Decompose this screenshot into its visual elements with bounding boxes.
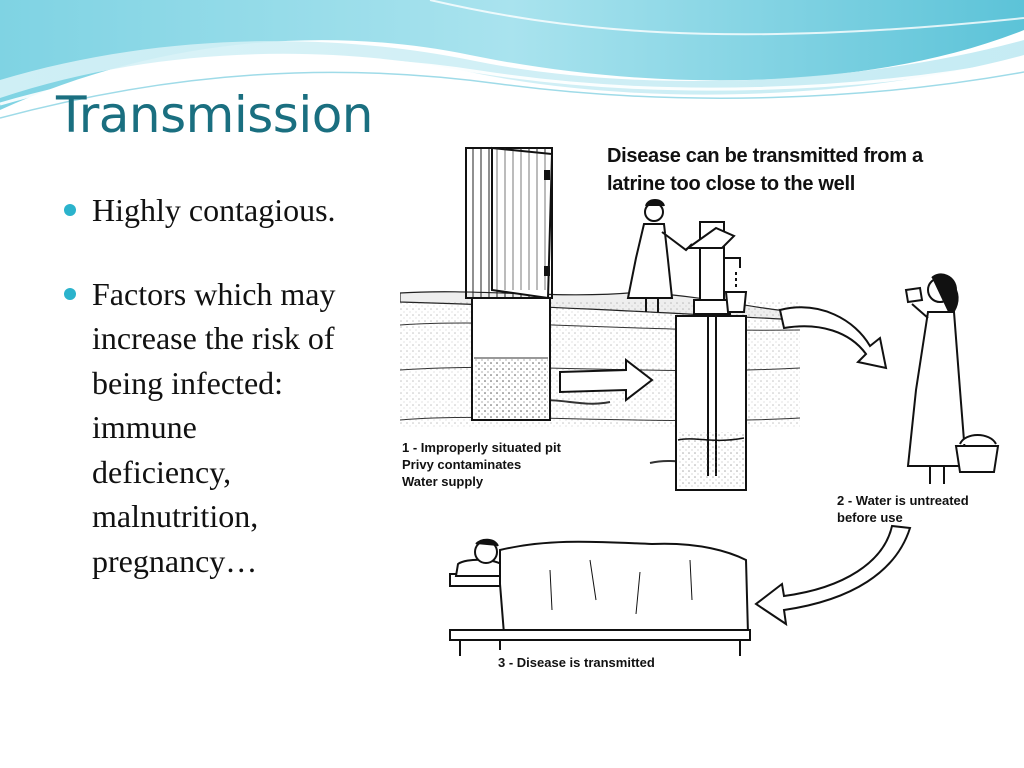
bullet-dot-icon: [64, 204, 76, 216]
bullet-item: [62, 188, 412, 233]
bullet-text: Factors which may increase the risk of being infected: immune deficiency, malnutrition, pregnancy…: [92, 275, 336, 579]
bullet-dot-icon: [64, 288, 76, 300]
hand-pump-icon: [688, 222, 746, 314]
caption-step-3: 3 - Disease is transmitted: [498, 655, 655, 670]
arrow-icon: [756, 526, 910, 624]
slide-title: Transmission: [56, 86, 373, 144]
woman-pumping-icon: [628, 200, 692, 312]
sick-person-bed-icon: [450, 540, 750, 656]
bucket-icon: [956, 435, 998, 472]
well-shaft-icon: [676, 316, 746, 490]
caption-step-2: 2 - Water is untreated before use: [837, 493, 969, 525]
illustration-heading: Disease can be transmitted from a latrine too close to the well: [607, 145, 923, 195]
bucket-icon: [726, 292, 746, 312]
transmission-illustration: [400, 140, 1004, 676]
bullet-item: [62, 272, 412, 584]
caption-step-1: 1 - Improperly situated pit Privy contaminates Water supply: [402, 440, 561, 489]
illustration-drawing: [400, 140, 1004, 676]
latrine-icon: [466, 148, 552, 420]
bullet-text: Highly contagious.: [92, 192, 336, 228]
bullet-list: [62, 188, 412, 583]
